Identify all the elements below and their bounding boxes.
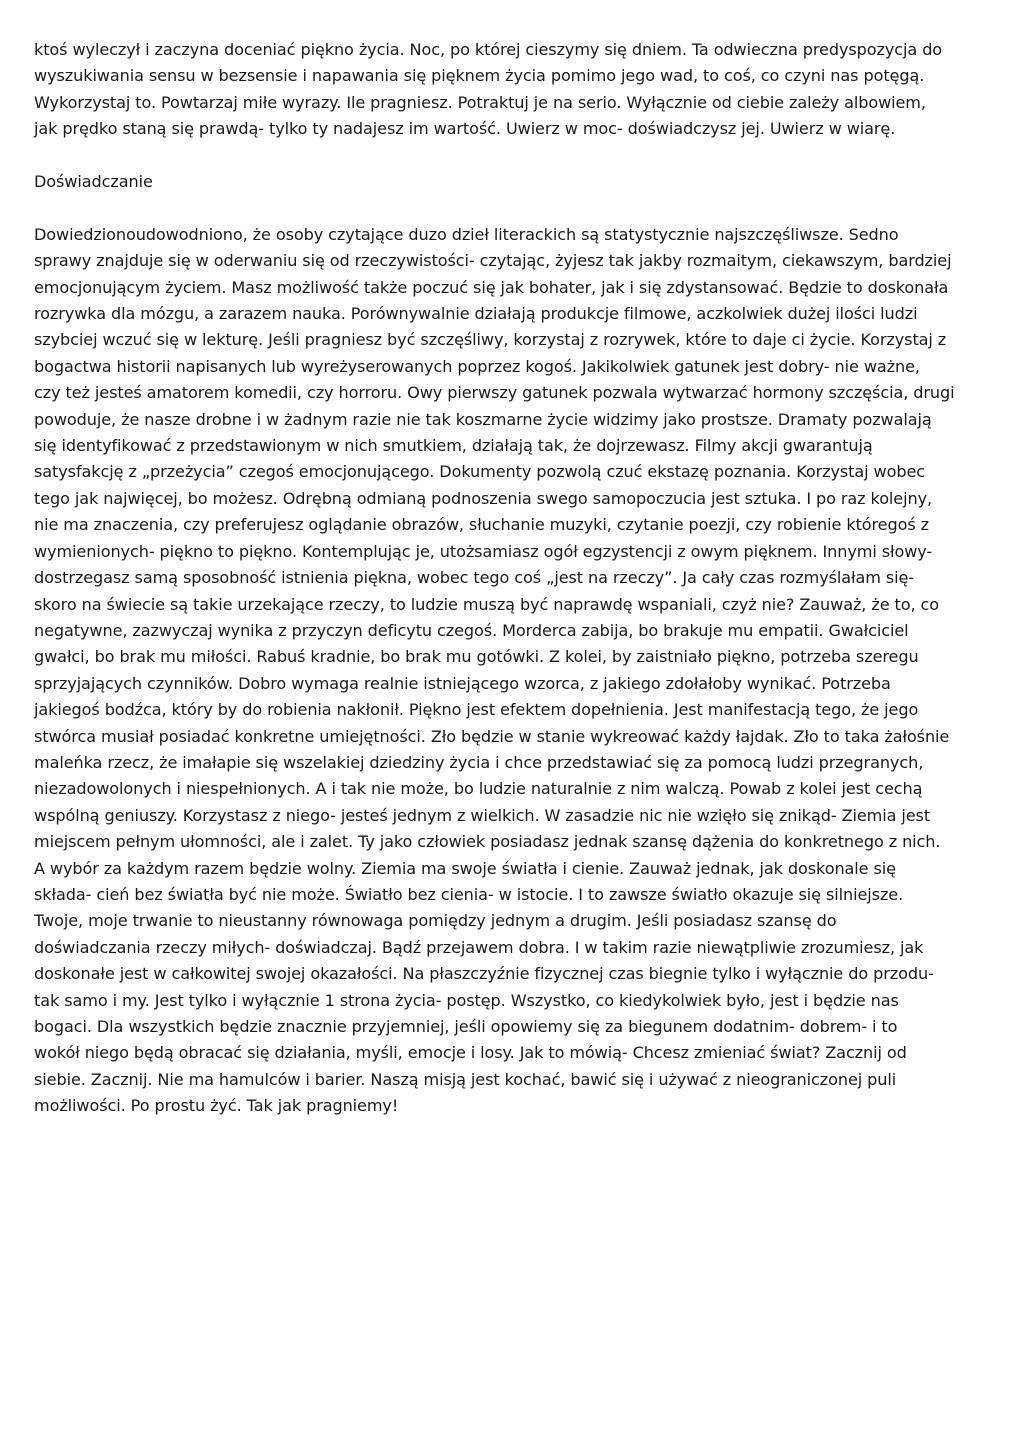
text-line: szybciej wczuć się w lekturę. Jeśli pragniesz być szczęśliwy, korzystaj z rozrywek, które to daje ci życie. Korzystaj z xyxy=(34,330,947,350)
text-line: bogactwa historii napisanych lub wyreżyserowanych poprzez kogoś. Jakikolwiek gatunek jest dobry- nie ważne, xyxy=(34,356,920,376)
text-line: negatywne, zazwyczaj wynika z przyczyn deficytu czegoś. Morderca zabija, bo brakuje mu empatii. Gwałciciel xyxy=(34,620,909,640)
text-line: nie ma znaczenia, czy preferujesz oglądanie obrazów, słuchanie muzyki, czytanie poezji, czy robienie któregoś z xyxy=(34,515,929,535)
text-line: wspólną geniuszy. Korzystasz z niego- jesteś jednym z wielkich. W zasadzie nic nie wzięło się znikąd- Ziemia jest xyxy=(34,805,931,825)
paragraph-intro xyxy=(34,37,994,143)
text-line: miejscem pełnym ułomności, ale i zalet. Ty jako człowiek posiadasz jednak szansę dążenia do konkretnego z nich. xyxy=(34,832,941,852)
text-line: możliwości. Po prostu żyć. Tak jak pragniemy! xyxy=(34,1096,399,1116)
text-line: Twoje, moje trwanie to nieustanny równowaga pomiędzy jednym a drugim. Jeśli posiadasz szansę do xyxy=(34,911,837,931)
text-line: sprzyjających czynników. Dobro wymaga realnie istniejącego wzorca, z jakiego zdołałoby wynikać. Potrzeba xyxy=(34,673,891,693)
text-line: czy też jesteś amatorem komedii, czy horroru. Owy pierwszy gatunek pozwala wytwarzać hormony szczęścia, drugi xyxy=(34,383,955,403)
text-line: skoro na świecie są takie urzekające rzeczy, to ludzie muszą być naprawdę wspaniali, czyż nie? Zauważ, że to, co xyxy=(34,594,939,614)
text-line: stwórca musiał posiadać konkretne umiejętności. Zło będzie w stanie wykreować każdy łajdak. Zło to taka żałośnie xyxy=(34,726,950,746)
text-line: ktoś wyleczył i zaczyna doceniać piękno życia. Noc, po której cieszymy się dniem. Ta odwieczna predyspozycja do xyxy=(34,40,943,59)
text-line: siebie. Zacznij. Nie ma hamulców i barier. Naszą misją jest kochać, bawić się i używać z nieograniczonej puli xyxy=(34,1069,897,1089)
text-line: wyszukiwania sensu w bezsensie i napawania się pięknem życia pomimo jego wad, to coś, co czyni nas potęgą. xyxy=(34,66,925,86)
text-line: powoduje, że nasze drobne i w żadnym razie nie tak koszmarne życie widzimy jako prostsze. Dramaty pozwalają xyxy=(34,409,932,429)
text-line: rozrywka dla mózgu, a zarazem nauka. Porównywalnie działają produkcje filmowe, aczkolwiek dużej ilości ludzi xyxy=(34,304,918,324)
text-line: A wybór za każdym razem będzie wolny. Ziemia ma swoje światła i cienie. Zauważ jednak, jak doskonale się xyxy=(34,858,896,878)
text-line: się identyfikować z przedstawionym w nich smutkiem, działają tak, że dojrzewasz. Filmy akcji gwarantują xyxy=(34,436,873,456)
text-line: Dowiedzionoudowodniono, że osoby czytające duzo dzieł literackich są statystycznie najszczęśliwsze. Sedno xyxy=(34,224,899,244)
text-line: dostrzegasz samą sposobność istnienia piękna, wobec tego coś „jest na rzeczy”. Ja cały czas rozmyślałam się- xyxy=(34,568,915,588)
paragraph-spacer xyxy=(34,195,994,221)
text-line: wymienionych- piękno to piękno. Kontemplując je, utożsamiasz ogół egzystencji z owym pięknem. Innymi słowy- xyxy=(34,541,933,561)
text-line: Wykorzystaj to. Powtarzaj miłe wyrazy. Ile pragniesz. Potraktuj je na serio. Wyłącznie od ciebie zależy albowiem, xyxy=(34,92,926,112)
text-line: składa- cień bez światła być nie może. Światło bez cienia- w istocie. I to zawsze światło okazuje się silniejsze. xyxy=(34,884,904,904)
text-line: doświadczania rzeczy miłych- doświadczaj. Bądź przejawem dobra. I w takim razie niewątpliwie zrozumiesz, jak xyxy=(34,937,924,957)
text-line: bogaci. Dla wszystkich będzie znacznie przyjemniej, jeśli opowiemy się za biegunem dodatnim- dobrem- i to xyxy=(34,1017,898,1036)
text-line: niezadowolonych i niespełnionych. A i tak nie może, bo ludzie naturalnie z nim walczą. Powab z kolei jest cechą xyxy=(34,779,923,799)
text-line: sprawy znajduje się w oderwaniu się od rzeczywistości- czytając, żyjesz tak jakby rozmaitym, ciekawszym, bardziej xyxy=(34,251,952,271)
text-line: gwałci, bo brak mu miłości. Rabuś kradnie, bo brak mu gotówki. Z kolei, by zaistniało piękno, potrzeba szeregu xyxy=(34,647,919,667)
paragraph-spacer xyxy=(34,143,994,169)
text-line: jakiegoś bodźca, który by do robienia nakłonił. Piękno jest efektem dopełnienia. Jest manifestacją tego, że jego xyxy=(34,700,919,720)
document-page xyxy=(34,37,994,1120)
text-line: tego jak najwięcej, bo możesz. Odrębną odmianą podnoszenia swego samopoczucia jest sztuka. I po raz kolejny, xyxy=(34,488,933,508)
text-line: doskonałe jest w całkowitej swojej okazałości. Na płaszczyźnie fizycznej czas biegnie tylko i wyłącznie do przodu- xyxy=(34,964,934,984)
section-heading: Doświadczanie xyxy=(34,172,153,192)
text-line: wokół niego będą obracać się działania, myśli, emocje i losy. Jak to mówią- Chcesz zmieniać świat? Zacznij od xyxy=(34,1043,907,1063)
text-line: emocjonującym życiem. Masz możliwość także poczuć się jak bohater, jak i się zdystansować. Będzie to doskonała xyxy=(34,277,949,297)
text-line: jak prędko staną się prawdą- tylko ty nadajesz im wartość. Uwierz w moc- doświadczysz jej. Uwierz w wiarę. xyxy=(34,119,896,139)
text-line: tak samo i my. Jest tylko i wyłącznie 1 strona życia- postęp. Wszystko, co kiedykolwiek było, jest i będzie nas xyxy=(34,990,899,1010)
paragraph-main xyxy=(34,222,994,1120)
text-line: maleńka rzecz, że imałapie się wszelakiej dziedziny życia i chce przedstawiać się za pomocą ludzi przegranych, xyxy=(34,752,924,772)
text-line: satysfakcję z „przeżycia” czegoś emocjonującego. Dokumenty pozwolą czuć ekstazę poznania. Korzystaj wobec xyxy=(34,462,925,482)
